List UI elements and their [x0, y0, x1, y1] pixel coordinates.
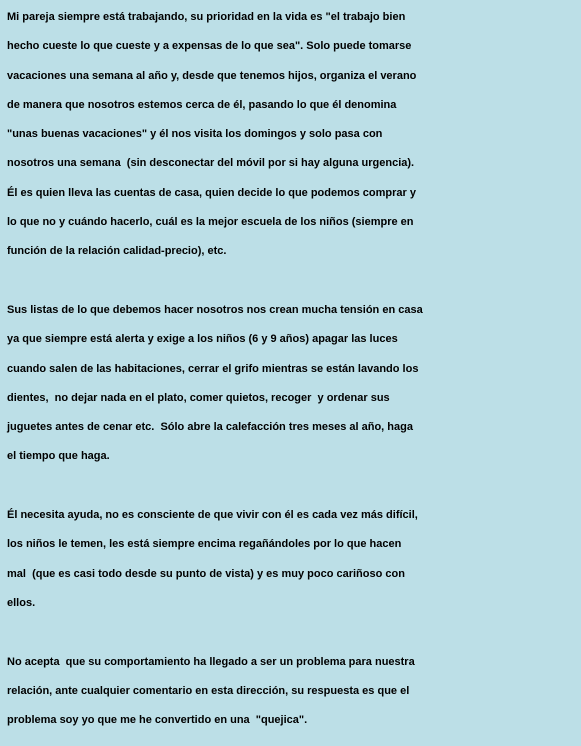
- text-line: problema soy yo que me he convertido en una "quejica".: [7, 714, 308, 727]
- text-line: de manera que nosotros estemos cerca de él, pasando lo que él denomina: [7, 98, 397, 111]
- paragraph-3: [7, 501, 581, 618]
- paragraph-4: [7, 648, 581, 736]
- text-line: los niños le temen, les está siempre encima regañándoles por lo que hacen: [7, 538, 402, 551]
- paragraph-spacer: [7, 618, 581, 647]
- text-line: Él necesita ayuda, no es consciente de que vivir con él es cada vez más difícil,: [7, 509, 418, 522]
- text-line: "unas buenas vacaciones" y él nos visita los domingos y solo pasa con: [7, 128, 383, 141]
- text-line: nosotros una semana (sin desconectar del móvil por si hay alguna urgencia).: [7, 157, 415, 170]
- text-line: Él es quien lleva las cuentas de casa, quien decide lo que podemos comprar y: [7, 186, 416, 199]
- text-line: ellos.: [7, 596, 36, 609]
- text-line: ya que siempre está alerta y exige a los niños (6 y 9 años) apagar las luces: [7, 333, 398, 346]
- text-line: Sus listas de lo que debemos hacer nosotros nos crean mucha tensión en casa: [7, 303, 423, 316]
- text-line: mal (que es casi todo desde su punto de vista) y es muy poco cariñoso con: [7, 567, 405, 580]
- text-line: función de la relación calidad-precio), etc.: [7, 245, 227, 258]
- paragraph-spacer: [7, 472, 581, 501]
- text-line: No acepta que su comportamiento ha llegado a ser un problema para nuestra: [7, 655, 415, 668]
- text-line: relación, ante cualquier comentario en esta dirección, su respuesta es que el: [7, 684, 410, 697]
- text-line: el tiempo que haga.: [7, 450, 110, 463]
- text-line: Mi pareja siempre está trabajando, su prioridad en la vida es "el trabajo bien: [7, 11, 406, 23]
- text-line: vacaciones una semana al año y, desde que tenemos hijos, organiza el verano: [7, 69, 417, 82]
- paragraph-2: [7, 296, 581, 472]
- text-line: cuando salen de las habitaciones, cerrar el grifo mientras se están lavando los: [7, 362, 419, 375]
- paragraph-spacer: [7, 267, 581, 296]
- text-line: lo que no y cuándo hacerlo, cuál es la mejor escuela de los niños (siempre en: [7, 216, 414, 229]
- text-line: juguetes antes de cenar etc. Sólo abre la calefacción tres meses al año, haga: [7, 421, 413, 434]
- text-line: hecho cueste lo que cueste y a expensas de lo que sea". Solo puede tomarse: [7, 40, 412, 53]
- paragraph-1: [7, 3, 581, 267]
- text-line: dientes, no dejar nada en el plato, comer quietos, recoger y ordenar sus: [7, 391, 390, 404]
